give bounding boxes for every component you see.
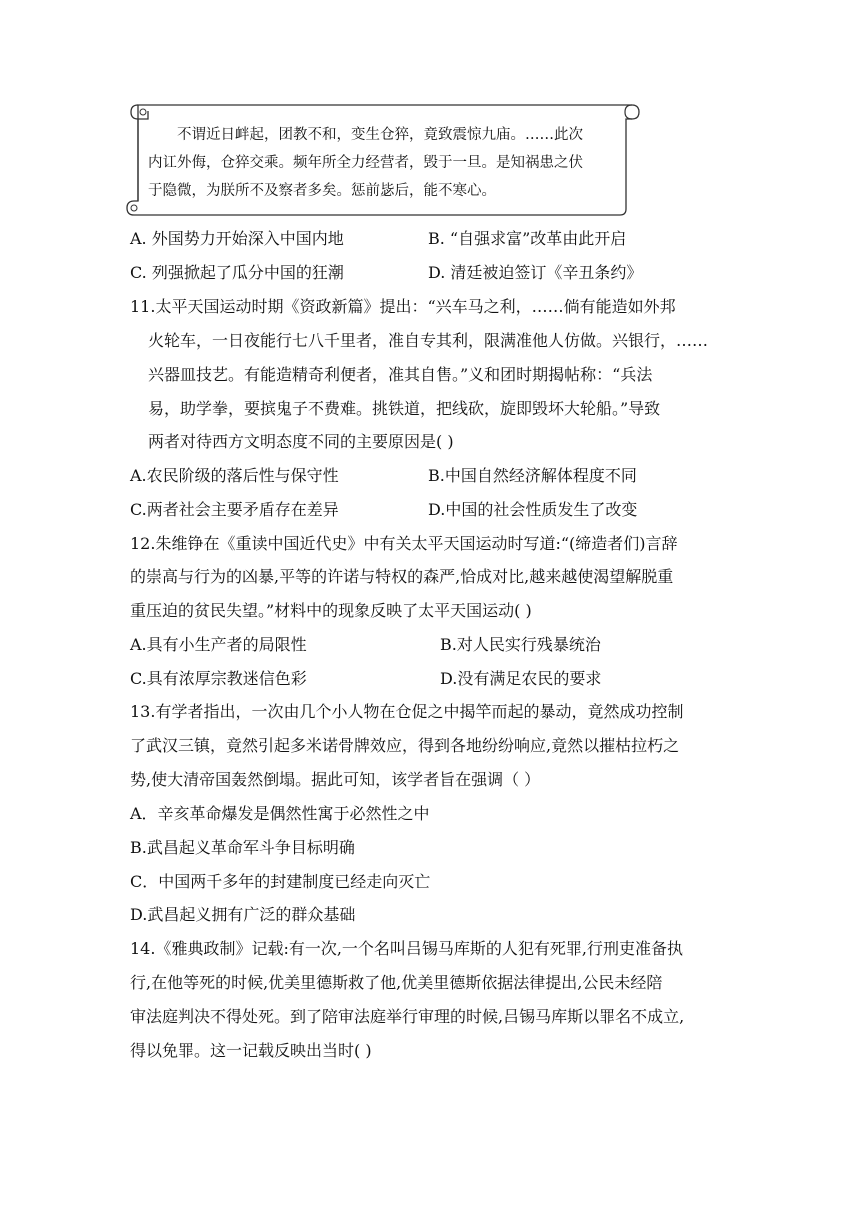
q13-option-d[interactable]: D.武昌起义拥有广泛的群众基础 <box>130 905 356 924</box>
q11-option-a[interactable]: A.农民阶级的落后性与保守性 <box>130 466 339 485</box>
q13-option-a[interactable]: A．辛亥革命爆发是偶然性寓于必然性之中 <box>130 804 430 823</box>
q13-option-c[interactable]: C．中国两千多年的封建制度已经走向灭亡 <box>130 872 431 891</box>
q12-option-b[interactable]: B.对人民实行残暴统治 <box>440 635 601 654</box>
q10-option-a[interactable]: A. 外国势力开始深入中国内地 <box>130 229 344 248</box>
q12-option-d[interactable]: D.没有满足农民的要求 <box>440 669 602 688</box>
q13-stem-line: 了武汉三镇，竟然引起多米诺骨牌效应，得到各地纷纷响应,竟然以摧枯拉朽之 <box>130 736 680 755</box>
q12-stem-line: 的崇高与行为的凶暴,平等的许诺与特权的森严,恰成对比,越来越使渴望解脱重 <box>130 567 674 586</box>
q11-option-d[interactable]: D.中国的社会性质发生了改变 <box>428 500 638 519</box>
q12-stem-line: 重压迫的贫民失望。”材料中的现象反映了太平天国运动( ) <box>130 601 532 620</box>
quote-line: 内讧外侮，仓猝交乘。频年所全力经营者，毁于一旦。是知祸患之伏 <box>148 155 583 171</box>
q11-option-b[interactable]: B.中国自然经济解体程度不同 <box>428 466 637 485</box>
q14-stem-line: 审法庭判决不得处死。到了陪审法庭举行审理的时候,吕锡马库斯以罪名不成立, <box>130 1007 685 1026</box>
q11-stem-line: 易，助学拳，要摈鬼子不费难。挑铁道，把线砍，旋即毁坏大轮船。”导致 <box>148 399 661 418</box>
q12-option-c[interactable]: C.具有浓厚宗教迷信色彩 <box>130 669 307 688</box>
q14-stem-line: 行,在他等死的时候,优美里德斯救了他,优美里德斯依据法律提出,公民未经陪 <box>130 973 663 992</box>
q11-stem-line: 11.太平天国运动时期《资政新篇》提出：“兴车马之利，……倘有能造如外邦 <box>130 297 676 316</box>
q11-stem-line: 火轮车，一日夜能行七八千里者，准自专其利，限满准他人仿做。兴银行，…… <box>148 331 709 350</box>
q10-option-b[interactable]: B. “自强求富”改革由此开启 <box>428 229 627 248</box>
q10-option-d[interactable]: D. 清廷被迫签订《辛丑条约》 <box>428 263 643 282</box>
q11-stem-line: 兴器皿技艺。有能造精奇利便者，准其自售。”义和团时期揭帖称：“兵法 <box>148 365 653 384</box>
q11-stem-line: 两者对待西方文明态度不同的主要原因是( ) <box>148 432 454 451</box>
q13-option-b[interactable]: B.武昌起义革命军斗争目标明确 <box>130 838 355 857</box>
q11-option-c[interactable]: C.两者社会主要矛盾存在差异 <box>130 500 339 519</box>
quote-line: 不谓近日衅起，团教不和，变生仓猝，竟致震惊九庙。……此次 <box>177 127 583 143</box>
q13-stem-line: 势,使大清帝国轰然倒塌。据此可知，该学者旨在强调（ ） <box>130 770 541 789</box>
quote-line: 于隐微，为朕所不及察者多矣。惩前毖后，能不寒心。 <box>148 183 496 199</box>
q12-option-a[interactable]: A.具有小生产者的局限性 <box>130 635 307 654</box>
q13-stem-line: 13.有学者指出，一次由几个小人物在仓促之中揭竿而起的暴动，竟然成功控制 <box>130 702 684 721</box>
q10-option-c[interactable]: C. 列强掀起了瓜分中国的狂潮 <box>130 263 344 282</box>
q12-stem-line: 12.朱维铮在《重读中国近代史》中有关太平天国运动时写道:“(缔造者们)言辞 <box>130 534 678 553</box>
quote-scroll-box <box>120 99 642 217</box>
quote-text <box>148 121 610 205</box>
q14-stem-line: 得以免罪。这一记载反映出当时( ) <box>130 1041 372 1060</box>
q14-stem-line: 14.《雅典政制》记载:有一次,一个名叫吕锡马库斯的人犯有死罪,行刑吏准备执 <box>130 939 684 958</box>
